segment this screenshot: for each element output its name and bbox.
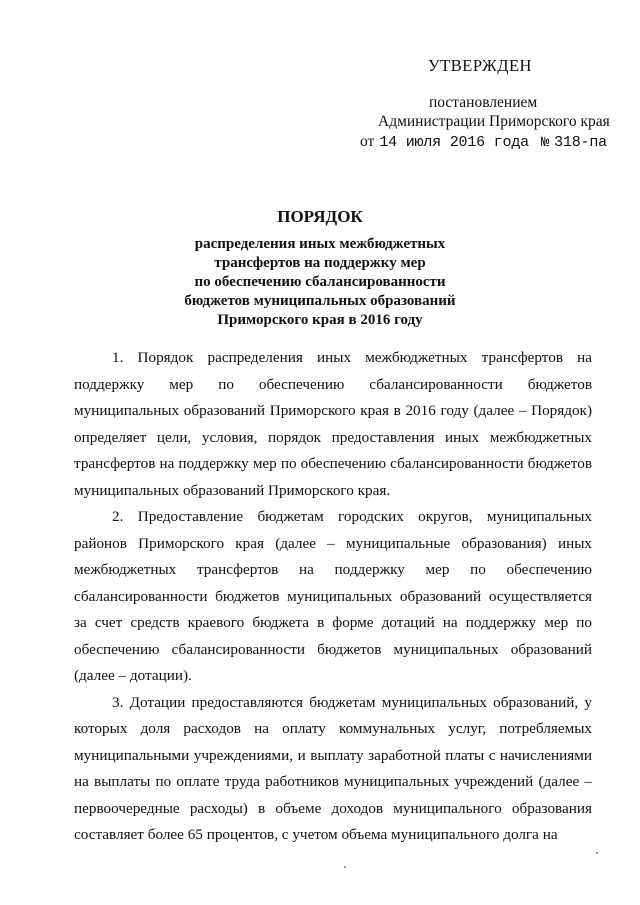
- scan-speck: [596, 852, 598, 854]
- date-number-line: [360, 133, 607, 151]
- subtitle-line: распределения иных межбюджетных: [194, 236, 446, 252]
- document-subtitle: [0, 235, 640, 330]
- number-sign: №: [540, 135, 550, 151]
- approved-heading: УТВЕРЖДЕН: [428, 56, 532, 75]
- resolution-date: 14 июля 2016 года: [379, 134, 529, 151]
- scan-speck: [344, 866, 346, 868]
- paragraph-3: 3. Дотации предоставляются бюджетам муниципальных образований, у которых доля расходов на оплату коммунальных услуг, потребляемых муниципальными учреждениями, и выплату заработной платы с начислениями на выплаты по оплате труда работников муниципальных учреждений (далее – первоочередные расходы) в объеме доходов муниципального образования составляет более 65 процентов, с учетом объема муниципального долга на: [74, 693, 592, 843]
- administration-name: Администрации Приморского края: [378, 113, 610, 130]
- paragraph-2: 2. Предоставление бюджетам городских округов, муниципальных районов Приморского края (далее – муниципальные образования) иных межбюджетных трансфертов на поддержку мер по обеспечению сбалансированности бюджетов муниципальных образований осуществляется за счет средств краевого бюджета в форме дотаций на поддержку мер по обеспечению сбалансированности бюджетов муниципальных образований (далее – дотации).: [74, 508, 592, 684]
- subtitle-line: бюджетов муниципальных образований: [184, 293, 456, 309]
- resolution-number: 318-па: [554, 134, 607, 151]
- subtitle-line: по обеспечению сбалансированности: [194, 274, 446, 290]
- subtitle-line: Приморского края в 2016 году: [217, 312, 423, 328]
- subtitle-line: трансфертов на поддержку мер: [214, 255, 426, 271]
- resolution-label: постановлением: [429, 94, 538, 111]
- date-prefix: от: [360, 133, 375, 150]
- paragraph-1: 1. Порядок распределения иных межбюджетных трансфертов на поддержку мер по обеспечению сбалансированности бюджетов муниципальных образований Приморского края в 2016 году (далее – Порядок) определяет цели, условия, порядок предоставления иных межбюджетных трансфертов на поддержку мер по обеспечению сбалансированности бюджетов муниципальных образований Приморского края.: [74, 349, 592, 499]
- body-text: [74, 345, 592, 849]
- document-title: ПОРЯДОК: [277, 207, 363, 226]
